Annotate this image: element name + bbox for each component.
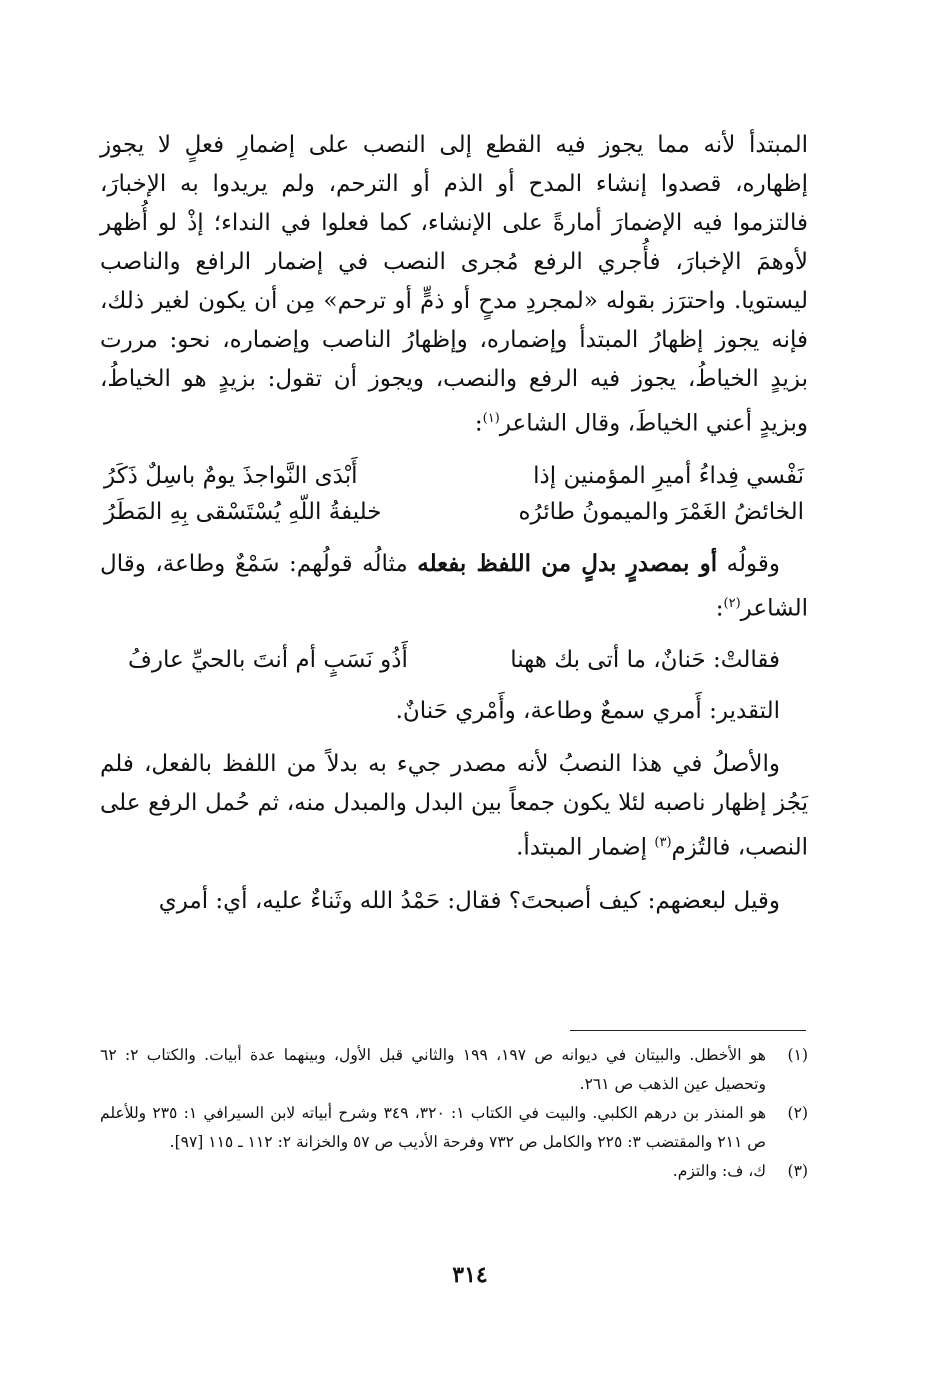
paragraph-4 [100, 745, 808, 868]
paragraph-5: وقيل لبعضهم: كيف أصبحتَ؟ فقال: حَمْدُ الله وثَناءٌ عليه، أي: أمري [158, 887, 780, 914]
paragraph-1-end: : [474, 410, 483, 437]
footnote-ref-1: (١) [482, 411, 500, 426]
footnote-text: هو الأخطل. والبيتان في ديوانه ص ١٩٧، ١٩٩ والثاني قبل الأول، وبينهما عدة أبيات. والكتاب ٢: ٦٢ وتحصيل عين الذهب ص ٢٦١. [100, 1046, 766, 1093]
footnote-1 [100, 1041, 808, 1099]
footnote-ref-3: (٣) [654, 835, 672, 851]
paragraph-2 [100, 544, 808, 629]
verse-line-1 [104, 458, 804, 494]
footnote-ref-2: (٢) [723, 595, 741, 611]
hemistich-second: خليفةُ اللّهِ يُسْتَسْقى بِهِ المَطَرُ [104, 498, 382, 525]
paragraph-2-end: : [715, 595, 724, 622]
paragraph-4-end: إضمار المبتدأ. [516, 834, 655, 861]
hemistich-first: فقالتْ: حَنانٌ، ما أتى بك ههنا [510, 647, 780, 674]
quoted-phrase: أو بمصدرٍ بدلٍ من اللفظ بفعله [417, 549, 718, 577]
verse-line-2 [104, 494, 804, 530]
footnote-separator [570, 1030, 806, 1031]
paragraph-2-lead: وقولُه [717, 550, 780, 577]
paragraph-2-text: مثالُه قولُهم: سَمْعٌ وطاعة، وقال الشاعر [100, 550, 808, 622]
paragraph-1 [100, 126, 808, 444]
footnote-number: (١) [787, 1046, 808, 1064]
poem-verse-2 [100, 642, 808, 678]
hemistich-second: أَبْدَى النَّواجذَ يومٌ باسِلٌ ذَكَرُ [104, 462, 358, 489]
paragraph-3: التقدير: أَمري سمعٌ وطاعة، وأَمْري حَنانٌ. [395, 698, 780, 725]
footnote-text: هو المنذر بن درهم الكلبي. والبيت في الكتاب ١: ٣٢٠، ٣٤٩ وشرح أبياته لابن السيرافي ١: ٢٣٥ وللأعلم ص ٢١١ والمقتضب ٣: ٢٢٥ والكامل ص ٧٣٢ وفرحة الأديب ص ٥٧ والخزانة ٢: ١١٢ ـ ١١٥ [٩٧]. [100, 1104, 767, 1151]
poem-verses-1 [100, 458, 808, 530]
page-number: ٣١٤ [452, 1262, 488, 1288]
paragraph-1-text: المبتدأ لأنه مما يجوز فيه القطع إلى النصب على إضمارِ فعلٍ لا يجوز إظهاره، قصدوا إنشاء المدح أو الذم أو الترحم، ولم يريدوا به الإخبارَ، فالتزموا فيه الإضمارَ أمارةً على الإنشاء، كما فعلوا في النداء؛ إذْ لو أُظهر لأوهمَ الإخبارَ، فأُجري الرفع مُجرى النصب في إضمار الرافع والناصب ليستويا. واحترَز بقوله «لمجردِ مدحٍ أو ذمٍّ أو ترحم» مِن أن يكون لغير ذلك، فإنه يجوز إظهارُ المبتدأ وإضماره، وإظهارُ الناصب وإضماره، نحو: مررت بزيدٍ الخياطُ، يجوز فيه الرفع والنصب، ويجوز أن تقول: بزيدٍ هو الخياطُ، وبزيدٍ أعني الخياطَ، وقال الشاعر [100, 132, 808, 437]
footnotes [100, 1041, 808, 1186]
footnote-number: (٣) [787, 1162, 808, 1180]
main-text [100, 126, 808, 921]
footnote-2 [100, 1099, 808, 1157]
hemistich-first: الخائضُ الغَمْرَ والميمونُ طائرُه [518, 498, 804, 525]
paragraph-4-text: والأصلُ في هذا النصبُ لأنه مصدر جيء به بدلاً من اللفظ بالفعل، فلم يَجُز إظهار ناصبه لئلا يكون جمعاً بين البدل والمبدل منه، ثم حُمل الرفع على النصب، فالتُزم [100, 751, 808, 861]
hemistich-second: أَذُو نَسَبٍ أم أنتَ بالحيِّ عارفُ [128, 647, 408, 674]
hemistich-first: نَفْسي فِداءُ أميرِ المؤمنين إذا [533, 462, 804, 489]
footnote-number: (٢) [787, 1104, 808, 1122]
footnote-text: ك، ف: والتزم. [672, 1162, 766, 1180]
footnote-3 [100, 1157, 808, 1186]
